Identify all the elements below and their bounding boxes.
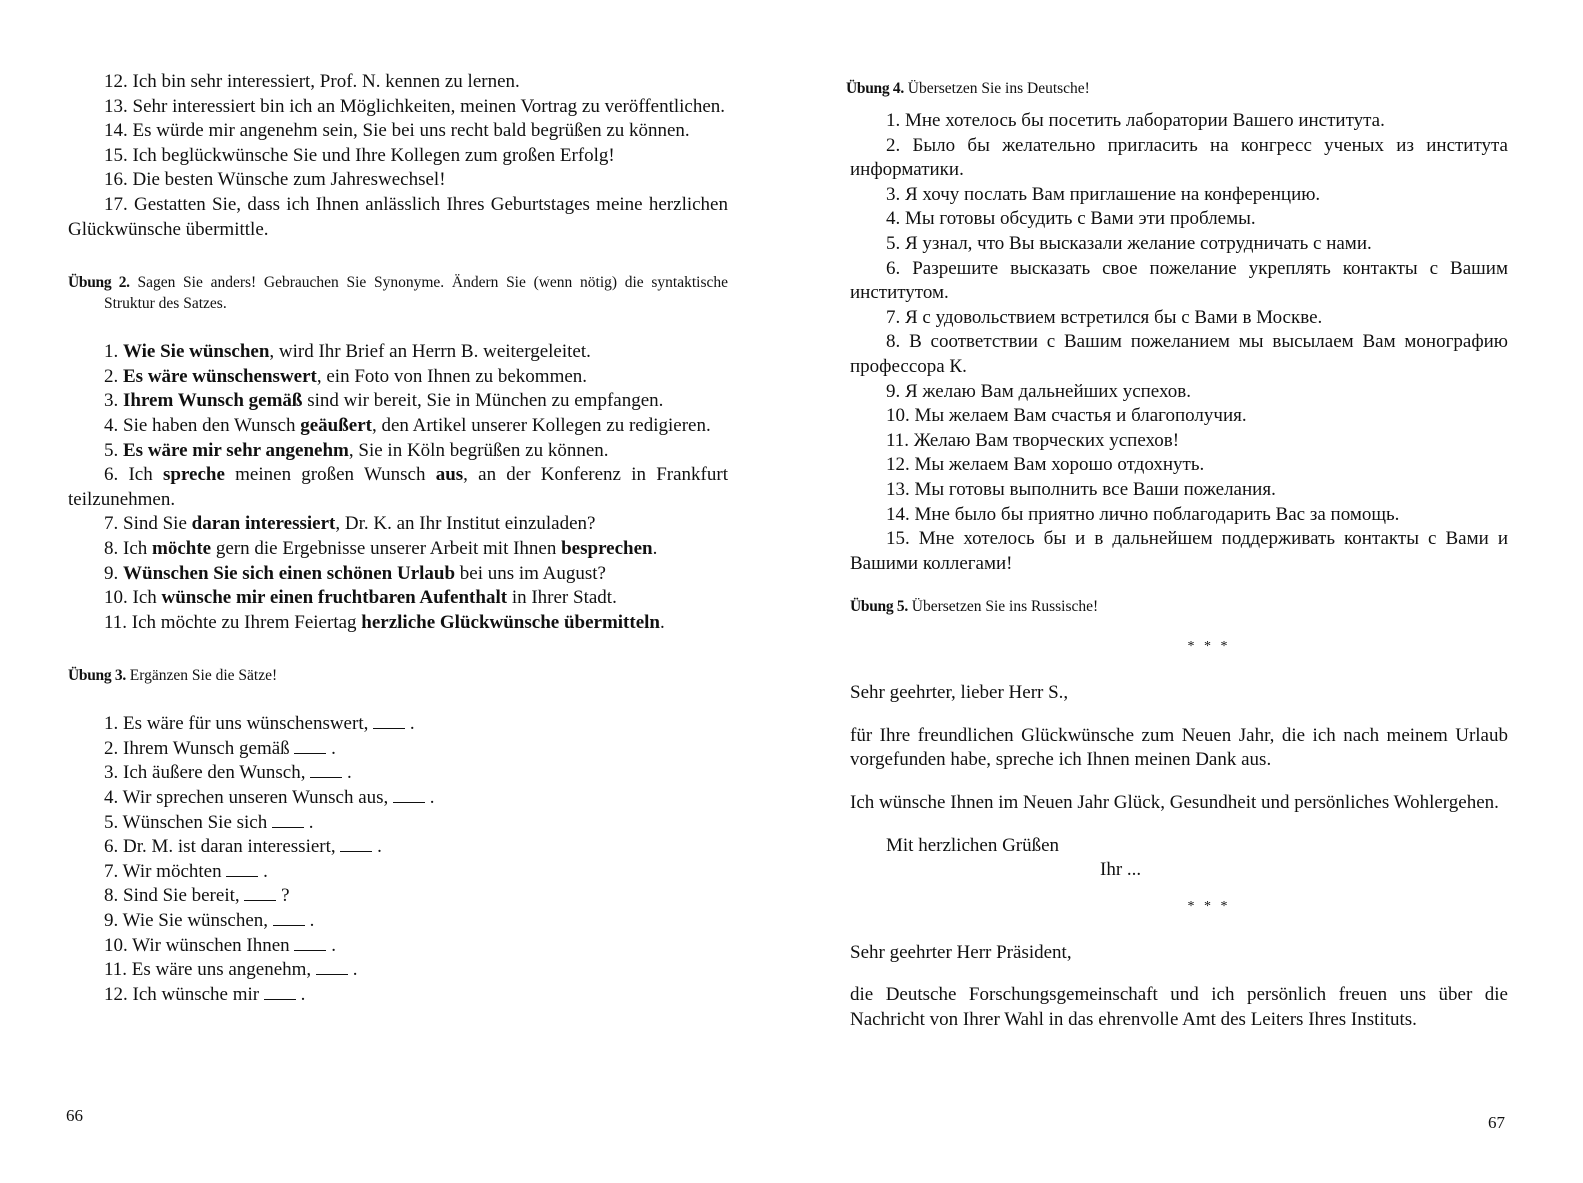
item-text: 12. Ich wünsche mir <box>104 983 260 1005</box>
list-item: 4. Мы готовы обсудить с Вами эти проблемы. <box>886 208 1256 230</box>
item-bold: aus <box>435 464 464 486</box>
list-item: 17. Gestatten Sie, dass ich Ihnen anlässlich Ihres Geburtstages meine herzlichen Glückwünsche übermittle. <box>68 193 728 240</box>
separator: * * * <box>1187 639 1231 655</box>
blank-line <box>244 899 276 901</box>
list-item <box>104 983 728 1008</box>
list-item <box>104 737 728 762</box>
left-page <box>0 0 790 1183</box>
list-item: 9. Я желаю Вам дальнейших успехов. <box>886 380 1191 402</box>
item-bold: möchte <box>152 537 212 559</box>
blank-line <box>316 973 348 975</box>
item-bold: spreche <box>162 464 225 486</box>
item-text: 6. Dr. M. ist daran interessiert, <box>104 836 336 858</box>
list-item: 13. Sehr interessiert bin ich an Möglichkeiten, meinen Vortrag zu veröffentlichen. <box>104 95 726 117</box>
letter2-paragraph: die Deutsche Forschungsgemeinschaft und ich persönlich freuen uns über die Nachricht von Ihrer Wahl in das ehrenvolle Amt des Leiters Ihres Instituts. <box>850 984 1508 1031</box>
right-column <box>846 78 1508 1033</box>
list-item: 16. Die besten Wünsche zum Jahreswechsel! <box>104 169 446 191</box>
list-item: 14. Мне было бы приятно лично поблагодарить Вас за помощь. <box>886 503 1400 525</box>
item-number: 3. <box>104 390 119 412</box>
blank-line <box>340 850 372 852</box>
item-text: , Sie in Köln begrüßen zu können. <box>348 439 609 461</box>
uebung4-instruction: Übersetzen Sie ins Deutsche! <box>907 80 1090 97</box>
list-item <box>104 884 728 909</box>
list-item <box>68 414 728 439</box>
blank-line <box>294 752 326 754</box>
list-item: 3. Я хочу послать Вам приглашение на конференцию. <box>886 183 1321 205</box>
separator: * * * <box>1187 898 1231 914</box>
blank-line <box>264 998 296 1000</box>
list-item <box>68 512 728 537</box>
list-item <box>68 537 728 562</box>
list-item <box>68 611 728 636</box>
item-end: ? <box>281 885 290 907</box>
item-number: 11. <box>104 611 128 633</box>
list-item <box>68 389 728 414</box>
item-number: 7. <box>104 513 119 535</box>
uebung2-list <box>68 340 728 635</box>
uebung3-label: Übung 3. <box>68 667 126 685</box>
item-number: 4. <box>104 414 119 436</box>
blank-line <box>226 875 258 877</box>
item-bold: Wünschen Sie sich einen schönen Urlaub <box>123 562 456 584</box>
uebung2-instruction: Sagen Sie anders! Gebrauchen Sie Synonyme. Ändern Sie (wenn nötig) die syntaktische Struktur des Satzes. <box>104 274 729 313</box>
list-item: 11. Желаю Вам творческих успехов! <box>886 429 1180 451</box>
blank-line <box>273 924 305 926</box>
list-item: 14. Es würde mir angenehm sein, Sie bei uns recht bald begrüßen zu können. <box>104 120 690 142</box>
item-text: Ich <box>123 537 153 559</box>
uebung2-label: Übung 2. <box>68 274 130 292</box>
item-end: . <box>331 737 336 759</box>
letter1-signature: Ihr ... <box>1100 859 1142 881</box>
letter1-paragraph: Ich wünsche Ihnen im Neuen Jahr Glück, Gesundheit und persönliches Wohlergehen. <box>850 792 1499 814</box>
item-text: 7. Wir möchten <box>104 860 222 882</box>
item-text: Ich <box>128 464 163 486</box>
letter1-paragraph: für Ihre freundlichen Glückwünsche zum Neuen Jahr, die ich nach meinem Urlaub vorgefunden habe, spreche ich Ihnen meinen Dank aus. <box>850 724 1508 771</box>
item-bold: wünsche mir einen fruchtbaren Aufenthalt <box>161 587 508 609</box>
uebung5-label: Übung 5. <box>850 598 908 616</box>
item-bold: Ihrem Wunsch gemäß <box>123 390 303 412</box>
item-bold: geäußert <box>300 414 372 436</box>
uebung4-label: Übung 4. <box>846 80 904 97</box>
letter1-closing: Mit herzlichen Grüßen <box>886 834 1060 856</box>
uebung3-heading <box>68 665 728 686</box>
list-item <box>104 909 728 934</box>
letter1-salutation: Sehr geehrter, lieber Herr S., <box>850 682 1069 704</box>
list-item <box>104 786 728 811</box>
item-end: . <box>346 762 352 784</box>
list-item <box>104 761 728 786</box>
list-item <box>104 811 728 836</box>
uebung4-heading <box>846 78 1508 99</box>
uebung5-instruction: Übersetzen Sie ins Russische! <box>911 598 1099 616</box>
blank-line <box>393 801 425 803</box>
item-text: 9. Wie Sie wünschen, <box>104 910 269 932</box>
uebung5-heading <box>850 596 1508 617</box>
item-end: . <box>300 983 306 1005</box>
uebung2-heading <box>68 272 728 314</box>
list-item <box>104 958 728 983</box>
item-number: 10. <box>104 587 128 609</box>
item-number: 9. <box>104 562 119 584</box>
uebung3-instruction: Ergänzen Sie die Sätze! <box>129 667 278 685</box>
list-item: 2. Было бы желательно пригласить на конгресс ученых из института информатики. <box>850 134 1508 181</box>
list-item: 6. Разрешите высказать свое пожелание укреплять контакты с Вашим институтом. <box>850 257 1508 304</box>
letter2-salutation: Sehr geehrter Herr Präsident, <box>850 941 1072 963</box>
item-text: in Ihrer Stadt. <box>507 587 617 609</box>
left-column <box>68 70 728 1007</box>
item-text: 2. Ihrem Wunsch gemäß <box>104 737 290 759</box>
item-end: . <box>377 836 382 858</box>
item-bold: besprechen <box>561 537 653 559</box>
list-item <box>104 712 728 737</box>
item-end: . <box>352 959 358 981</box>
item-end: . <box>409 713 415 735</box>
item-end: . <box>331 934 336 956</box>
page-number-right: 67 <box>1488 1113 1505 1132</box>
list-item <box>68 365 728 390</box>
intro-list <box>68 70 728 242</box>
item-text: sind wir bereit, Sie in München zu empfangen. <box>302 390 664 412</box>
blank-line <box>294 949 326 951</box>
item-text: , an der Konferenz in Frankfurt teilzunehmen. <box>68 464 728 510</box>
list-item: 5. Я узнал, что Вы высказали желание сотрудничать с нами. <box>886 232 1372 254</box>
list-item <box>68 586 728 611</box>
item-text: 4. Wir sprechen unseren Wunsch aus, <box>104 787 389 809</box>
list-item: 13. Мы готовы выполнить все Ваши пожелания. <box>886 478 1276 500</box>
item-text: , ein Foto von Ihnen zu bekommen. <box>316 365 588 387</box>
item-number: 5. <box>104 439 119 461</box>
item-text: Sind Sie <box>123 513 192 535</box>
list-item <box>68 562 728 587</box>
list-item: 8. В соответствии с Вашим пожеланием мы высылаем Вам монографию профессора К. <box>850 331 1508 377</box>
item-text: bei uns im August? <box>455 562 606 584</box>
item-number: 1. <box>104 341 119 363</box>
item-text: 11. Es wäre uns angenehm, <box>104 959 312 981</box>
item-text: 5. Wünschen Sie sich <box>104 811 268 833</box>
item-bold: Wie Sie wünschen <box>123 341 270 363</box>
blank-line <box>272 826 304 828</box>
item-bold: daran interessiert <box>191 513 336 535</box>
item-end: . <box>429 787 435 809</box>
item-number: 6. <box>104 464 119 486</box>
list-item: 15. Мне хотелось бы и в дальнейшем поддерживать контакты с Вами и Вашими коллегами! <box>850 528 1508 574</box>
item-end: . <box>263 860 268 882</box>
item-number: 2. <box>104 365 119 387</box>
list-item: 12. Ich bin sehr interessiert, Prof. N. kennen zu lernen. <box>104 71 520 92</box>
item-text: Ich möchte zu Ihrem Feiertag <box>131 611 362 633</box>
item-end: . <box>308 811 314 833</box>
list-item <box>104 860 728 885</box>
item-bold: Es wäre mir sehr angenehm <box>123 439 349 461</box>
list-item: 7. Я с удовольствием встретился бы с Вами в Москве. <box>886 306 1323 328</box>
item-number: 8. <box>104 537 119 559</box>
page-number-left: 66 <box>66 1106 83 1125</box>
item-end: . <box>309 910 315 932</box>
list-item: 15. Ich beglückwünsche Sie und Ihre Kollegen zum großen Erfolg! <box>104 144 615 166</box>
uebung4-list <box>850 109 1508 576</box>
item-text: gern die Ergebnisse unserer Arbeit mit Ihnen <box>211 537 562 559</box>
item-text: Sie haben den Wunsch <box>123 414 301 436</box>
item-text: , wird Ihr Brief an Herrn B. weitergeleitet. <box>269 341 591 363</box>
blank-line <box>373 727 405 729</box>
list-item <box>68 439 728 464</box>
item-bold: Es wäre wünschenswert <box>123 365 317 387</box>
item-text: meinen großen Wunsch <box>224 464 436 486</box>
blank-line <box>310 776 342 778</box>
item-text: , den Artikel unserer Kollegen zu redigieren. <box>372 414 711 436</box>
item-text: , Dr. K. an Ihr Institut einzuladen? <box>335 513 596 535</box>
list-item <box>104 835 728 860</box>
item-text: 10. Wir wünschen Ihnen <box>104 934 290 956</box>
item-text: 1. Es wäre für uns wünschenswert, <box>104 713 369 735</box>
list-item: 1. Мне хотелось бы посетить лаборатории Вашего института. <box>886 110 1385 131</box>
list-item: 10. Мы желаем Вам счастья и благополучия. <box>886 405 1247 427</box>
item-bold: herzliche Glückwünsche übermitteln <box>361 611 660 633</box>
list-item <box>68 340 728 365</box>
item-text: 3. Ich äußere den Wunsch, <box>104 762 306 784</box>
item-text: . <box>652 537 658 559</box>
list-item: 12. Мы желаем Вам хорошо отдохнуть. <box>886 454 1205 476</box>
item-text: 8. Sind Sie bereit, <box>104 885 240 907</box>
uebung3-list <box>68 712 728 1007</box>
list-item <box>68 463 728 512</box>
list-item <box>104 934 728 959</box>
item-text: . <box>659 611 665 633</box>
item-text: Ich <box>132 587 162 609</box>
